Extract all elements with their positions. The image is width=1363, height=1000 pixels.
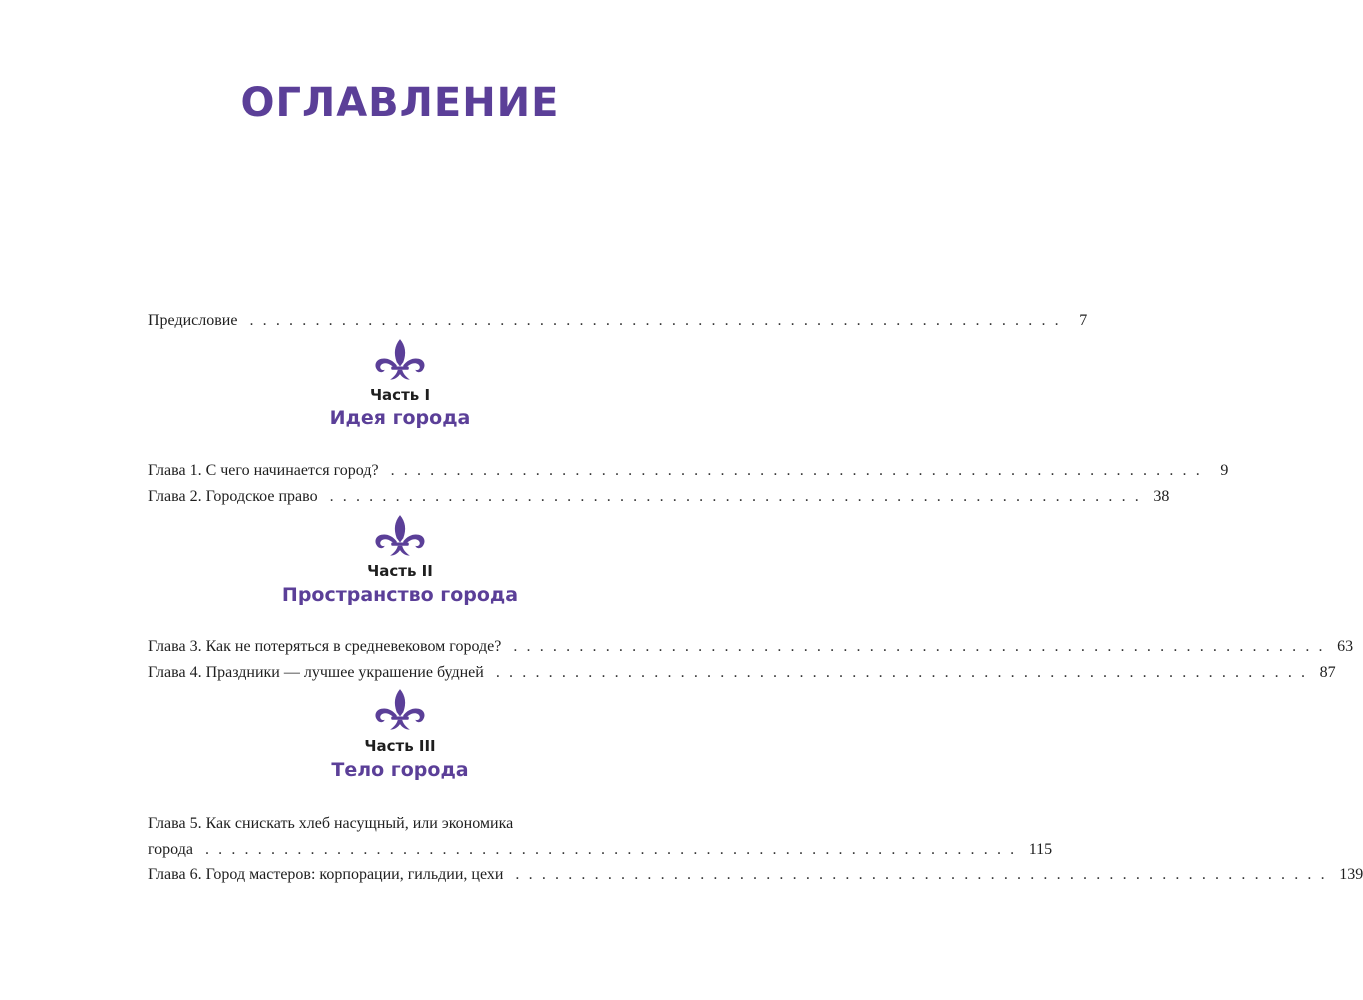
page-title: ОГЛАВЛЕНИЕ [240, 80, 560, 126]
toc-entry-page: 7 [1079, 312, 1088, 329]
toc-entry-chapter[interactable] [148, 839, 1053, 861]
part-title: Тело города [331, 759, 469, 781]
fleur-de-lis-icon [372, 688, 428, 734]
toc-entry-page: 139 [1339, 866, 1363, 883]
toc-entry-label: Глава 6. Город мастеров: корпорации, гильдии, цехи [148, 866, 504, 883]
dot-leader: . . . . . . . . . . . . . . . . . . . . . . . . . . . . . . . . . . . . . . . . . . . . . . . . . . . . . . . . . . . . . . [513, 638, 1326, 655]
dot-leader: . . . . . . . . . . . . . . . . . . . . . . . . . . . . . . . . . . . . . . . . . . . . . . . . . . . . . . . . . . . . . . [515, 866, 1328, 883]
dot-leader: . . . . . . . . . . . . . . . . . . . . . . . . . . . . . . . . . . . . . . . . . . . . . . . . . . . . . . . . . . . . . . [495, 664, 1308, 681]
toc-entry-label-line1[interactable]: Глава 5. Как снискать хлеб насущный, или экономика [148, 815, 514, 832]
fleur-de-lis-icon [372, 338, 428, 384]
part-label: Часть II [367, 562, 433, 580]
toc-entry-page: 9 [1220, 462, 1229, 479]
dot-leader: . . . . . . . . . . . . . . . . . . . . . . . . . . . . . . . . . . . . . . . . . . . . . . . . . . . . . . . . . . . . . . [390, 462, 1203, 479]
part-label: Часть I [369, 386, 431, 404]
dot-leader: . . . . . . . . . . . . . . . . . . . . . . . . . . . . . . . . . . . . . . . . . . . . . . . . . . . . . . . . . . . . . . [249, 312, 1062, 329]
part-title: Идея города [329, 407, 471, 429]
toc-entry-preface[interactable] [148, 310, 1088, 332]
toc-entry-page: 115 [1028, 841, 1053, 858]
part-label: Часть III [364, 737, 436, 755]
dot-leader: . . . . . . . . . . . . . . . . . . . . . . . . . . . . . . . . . . . . . . . . . . . . . . . . . . . . . . . . . . . . . . [204, 841, 1017, 858]
toc-entry-label: Предисловие [148, 312, 238, 329]
toc-entry-chapter[interactable] [148, 662, 1336, 684]
dot-leader: . . . . . . . . . . . . . . . . . . . . . . . . . . . . . . . . . . . . . . . . . . . . . . . . . . . . . . . . . . . . . . [329, 488, 1142, 505]
toc-entry-page: 87 [1319, 664, 1336, 681]
fleur-de-lis-icon [372, 514, 428, 560]
toc-entry-chapter[interactable] [148, 460, 1229, 482]
toc-entry-page: 38 [1153, 488, 1170, 505]
toc-entry-chapter[interactable] [148, 864, 1363, 886]
toc-entry-label: Глава 4. Праздники — лучшее украшение будней [148, 664, 484, 681]
toc-entry-label: города [148, 841, 193, 858]
toc-entry-chapter[interactable] [148, 636, 1354, 658]
toc-entry-label: Глава 2. Городское право [148, 488, 318, 505]
toc-entry-label: Глава 1. С чего начинается город? [148, 462, 379, 479]
toc-entry-page: 63 [1337, 638, 1354, 655]
toc-entry-chapter[interactable] [148, 486, 1170, 508]
toc-entry-label: Глава 3. Как не потеряться в средневековом городе? [148, 638, 502, 655]
part-title: Пространство города [281, 584, 519, 606]
